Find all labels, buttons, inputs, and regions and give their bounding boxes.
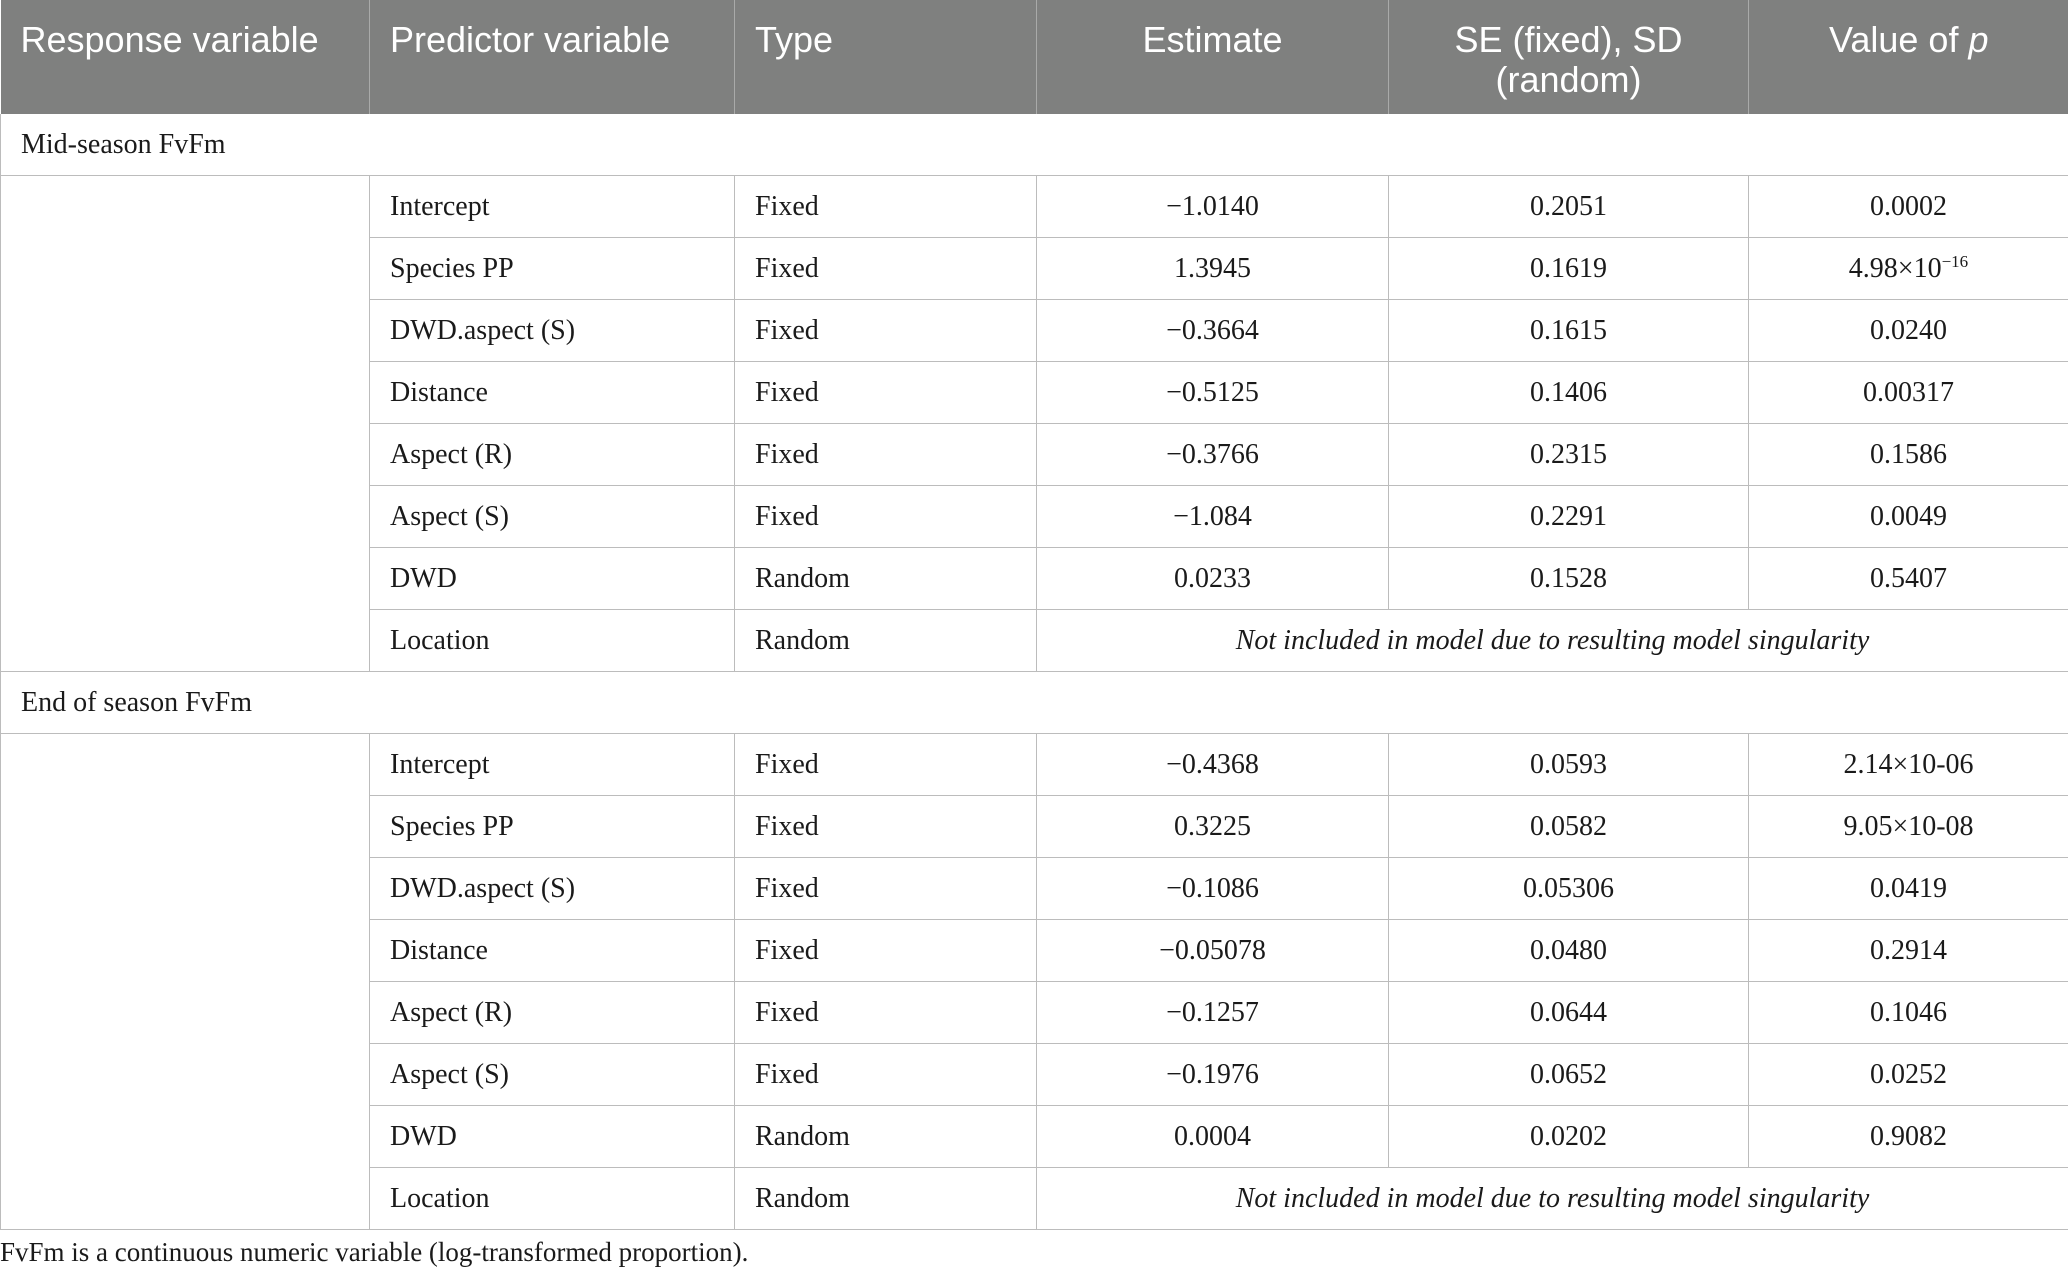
se-cell: 0.0644 <box>1389 982 1749 1044</box>
note-cell: Not included in model due to resulting model singularity <box>1037 610 2068 672</box>
section-title: Mid-season FvFm <box>1 114 2068 176</box>
table-row <box>1 176 2068 238</box>
se-cell: 0.0202 <box>1389 1106 1749 1168</box>
p-value-text: 2.14×10-06 <box>1843 748 1974 780</box>
predictor-cell: Intercept <box>370 176 735 238</box>
type-cell: Fixed <box>735 238 1037 300</box>
se-cell: 0.1406 <box>1389 362 1749 424</box>
note-cell: Not included in model due to resulting model singularity <box>1037 1168 2068 1230</box>
estimate-cell: 0.0004 <box>1037 1106 1389 1168</box>
se-cell: 0.1615 <box>1389 300 1749 362</box>
header-p-value <box>1749 0 2068 114</box>
estimate-cell: −0.1257 <box>1037 982 1389 1044</box>
p-value-text: 0.0049 <box>1870 500 1947 532</box>
type-cell: Fixed <box>735 424 1037 486</box>
estimate-cell: −1.084 <box>1037 486 1389 548</box>
p-value-text: 0.0002 <box>1870 190 1947 222</box>
type-cell: Fixed <box>735 176 1037 238</box>
response-cell-empty <box>1 734 370 1230</box>
estimate-cell: 1.3945 <box>1037 238 1389 300</box>
p-value-cell <box>1749 982 2068 1044</box>
table-body <box>1 114 2068 1230</box>
p-value-cell <box>1749 176 2068 238</box>
se-cell: 0.2291 <box>1389 486 1749 548</box>
p-value-text: 0.1586 <box>1870 438 1947 470</box>
p-value-cell <box>1749 548 2068 610</box>
header-predictor-variable: Predictor variable <box>370 0 735 114</box>
predictor-cell: Distance <box>370 920 735 982</box>
p-value-cell <box>1749 1044 2068 1106</box>
p-value-cell <box>1749 424 2068 486</box>
estimate-cell: 0.0233 <box>1037 548 1389 610</box>
predictor-cell: Location <box>370 1168 735 1230</box>
p-value-text: 0.9082 <box>1870 1120 1947 1152</box>
estimate-cell: −0.4368 <box>1037 734 1389 796</box>
predictor-cell: Distance <box>370 362 735 424</box>
estimate-cell: −0.05078 <box>1037 920 1389 982</box>
se-cell: 0.0593 <box>1389 734 1749 796</box>
se-cell: 0.0652 <box>1389 1044 1749 1106</box>
se-cell: 0.2051 <box>1389 176 1749 238</box>
type-cell: Fixed <box>735 982 1037 1044</box>
response-cell-empty <box>1 176 370 672</box>
predictor-cell: Species PP <box>370 796 735 858</box>
type-cell: Fixed <box>735 734 1037 796</box>
type-cell: Fixed <box>735 920 1037 982</box>
header-p-prefix: Value of <box>1829 19 1969 60</box>
p-value-cell <box>1749 858 2068 920</box>
header-estimate: Estimate <box>1037 0 1389 114</box>
se-cell: 0.2315 <box>1389 424 1749 486</box>
estimate-cell: 0.3225 <box>1037 796 1389 858</box>
type-cell: Random <box>735 610 1037 672</box>
p-value-cell <box>1749 796 2068 858</box>
type-cell: Fixed <box>735 300 1037 362</box>
type-cell: Random <box>735 1168 1037 1230</box>
p-value-cell <box>1749 300 2068 362</box>
predictor-cell: Aspect (R) <box>370 982 735 1044</box>
se-cell: 0.0480 <box>1389 920 1749 982</box>
predictor-cell: Aspect (R) <box>370 424 735 486</box>
p-value-text: 0.1046 <box>1870 996 1947 1028</box>
type-cell: Fixed <box>735 486 1037 548</box>
header-response-variable: Response variable <box>1 0 370 114</box>
p-value-cell <box>1749 486 2068 548</box>
p-value-text: 0.5407 <box>1870 562 1947 594</box>
predictor-cell: Aspect (S) <box>370 486 735 548</box>
header-row <box>1 0 2068 114</box>
estimate-cell: −0.1976 <box>1037 1044 1389 1106</box>
estimate-cell: −0.3766 <box>1037 424 1389 486</box>
section-row <box>1 114 2068 176</box>
header-p-symbol: p <box>1968 19 1989 60</box>
p-value-cell <box>1749 362 2068 424</box>
estimate-cell: −1.0140 <box>1037 176 1389 238</box>
type-cell: Random <box>735 548 1037 610</box>
section-row <box>1 672 2068 734</box>
se-cell: 0.0582 <box>1389 796 1749 858</box>
predictor-cell: Intercept <box>370 734 735 796</box>
predictor-cell: DWD <box>370 1106 735 1168</box>
p-value-text: 0.0240 <box>1870 314 1947 346</box>
p-value-text: 0.00317 <box>1863 376 1954 408</box>
header-se-sd: SE (fixed), SD (random) <box>1389 0 1749 114</box>
p-value-text: 0.2914 <box>1870 934 1947 966</box>
p-value-cell <box>1749 1106 2068 1168</box>
p-value-cell <box>1749 920 2068 982</box>
predictor-cell: Aspect (S) <box>370 1044 735 1106</box>
p-value-text: 0.0419 <box>1870 872 1947 904</box>
table-footnote: FvFm is a continuous numeric variable (log-transformed proportion). <box>0 1237 749 1267</box>
type-cell: Fixed <box>735 362 1037 424</box>
predictor-cell: DWD.aspect (S) <box>370 858 735 920</box>
predictor-cell: Location <box>370 610 735 672</box>
type-cell: Random <box>735 1106 1037 1168</box>
se-cell: 0.1619 <box>1389 238 1749 300</box>
p-value-text: 4.98×10 <box>1848 252 1942 284</box>
p-value-cell <box>1749 238 2068 300</box>
predictor-cell: DWD.aspect (S) <box>370 300 735 362</box>
estimate-cell: −0.3664 <box>1037 300 1389 362</box>
p-value-exponent: −16 <box>1941 251 1969 271</box>
type-cell: Fixed <box>735 858 1037 920</box>
section-title: End of season FvFm <box>1 672 2068 734</box>
estimate-cell: −0.1086 <box>1037 858 1389 920</box>
p-value-text: 9.05×10-08 <box>1843 810 1974 842</box>
se-cell: 0.1528 <box>1389 548 1749 610</box>
header-type: Type <box>735 0 1037 114</box>
estimate-cell: −0.5125 <box>1037 362 1389 424</box>
predictor-cell: Species PP <box>370 238 735 300</box>
predictor-cell: DWD <box>370 548 735 610</box>
type-cell: Fixed <box>735 1044 1037 1106</box>
p-value-cell <box>1749 734 2068 796</box>
table-row <box>1 734 2068 796</box>
type-cell: Fixed <box>735 796 1037 858</box>
p-value-text: 0.0252 <box>1870 1058 1947 1090</box>
se-cell: 0.05306 <box>1389 858 1749 920</box>
